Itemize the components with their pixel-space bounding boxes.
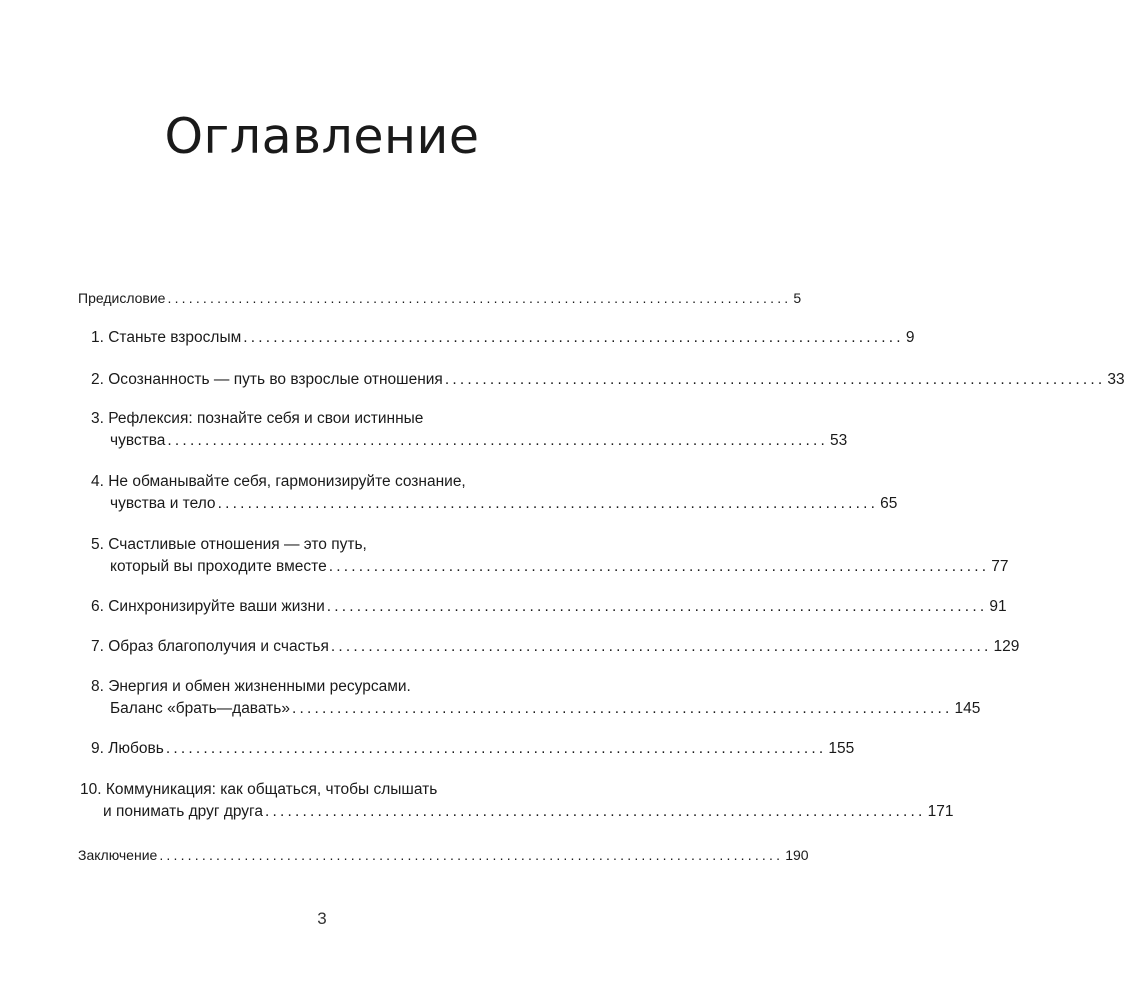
toc-page-number: 33	[1107, 371, 1125, 388]
toc-entry-label: чувства	[110, 432, 166, 449]
page-title: Оглавление	[164, 108, 480, 165]
dot-leader: ........................................................................................	[326, 598, 988, 615]
toc-entry-label: который вы проходите вместе	[110, 558, 327, 575]
toc-page-number: 171	[927, 803, 954, 820]
dot-leader: ........................................................................................	[165, 740, 827, 757]
toc-entry-label: 1. Станьте взрослым	[91, 329, 242, 346]
toc-entry-preface[interactable]	[78, 288, 802, 308]
toc-entry-label: 2. Осознанность — путь во взрослые отношения	[91, 371, 443, 388]
dot-leader: ........................................................................................	[217, 495, 879, 512]
toc-entry-chapter-2[interactable]	[91, 370, 1125, 390]
toc-entry-chapter-4[interactable]	[110, 494, 898, 514]
dot-leader: ........................................................................................	[159, 847, 784, 863]
page-number: 3	[317, 909, 327, 928]
toc-entry-conclusion[interactable]	[78, 845, 809, 865]
toc-entry-label: 7. Образ благополучия и счастья	[91, 638, 329, 655]
dot-leader: ........................................................................................	[265, 803, 926, 820]
dot-leader: ........................................................................................	[167, 290, 792, 306]
toc-entry-chapter-4-line1: 4. Не обманывайте себя, гармонизируйте сознание,	[91, 473, 466, 490]
toc-entry-chapter-10[interactable]	[103, 802, 954, 822]
toc-page-number: 65	[880, 495, 898, 512]
dot-leader: ........................................................................................	[444, 371, 1106, 388]
toc-entry-label: Заключение	[78, 847, 158, 863]
toc-page-number: 129	[993, 638, 1020, 655]
toc-page-number: 9	[905, 329, 915, 346]
toc-entry-label: и понимать друг друга	[103, 803, 263, 820]
toc-entry-label: 9. Любовь	[91, 740, 164, 757]
dot-leader: ........................................................................................	[328, 558, 990, 575]
toc-page-number: 155	[828, 740, 855, 757]
dot-leader: ........................................................................................	[330, 638, 992, 655]
dot-leader: ........................................................................................	[243, 329, 904, 346]
toc-entry-chapter-3[interactable]	[110, 431, 848, 451]
dot-leader: ........................................................................................	[291, 700, 953, 717]
toc-entry-chapter-8[interactable]	[110, 699, 981, 719]
toc-entry-label: чувства и тело	[110, 495, 216, 512]
toc-entry-chapter-5-line1: 5. Счастливые отношения — это путь,	[91, 536, 367, 553]
toc-entry-label: Предисловие	[78, 290, 166, 306]
toc-entry-chapter-3-line1: 3. Рефлексия: познайте себя и свои истинные	[91, 410, 424, 427]
toc-entry-label: Баланс «брать—давать»	[110, 700, 290, 717]
toc-entry-label: 6. Синхронизируйте ваши жизни	[91, 598, 325, 615]
toc-entry-chapter-7[interactable]	[91, 637, 1020, 657]
toc-entry-chapter-5[interactable]	[110, 557, 1009, 577]
dot-leader: ........................................................................................	[167, 432, 828, 449]
toc-page-number: 145	[954, 700, 981, 717]
toc-entry-chapter-9[interactable]	[91, 739, 855, 759]
toc-entry-chapter-6[interactable]	[91, 597, 1007, 617]
toc-entry-chapter-8-line1: 8. Энергия и обмен жизненными ресурсами.	[91, 678, 411, 695]
toc-page-number: 91	[989, 598, 1007, 615]
toc-page-number: 77	[991, 558, 1009, 575]
toc-page-number: 190	[785, 847, 809, 863]
toc-page-number: 5	[793, 290, 802, 306]
toc-page-number: 53	[830, 432, 848, 449]
toc-entry-chapter-10-line1: 10. Коммуникация: как общаться, чтобы слышать	[80, 781, 438, 798]
toc-entry-chapter-1[interactable]	[91, 328, 915, 348]
